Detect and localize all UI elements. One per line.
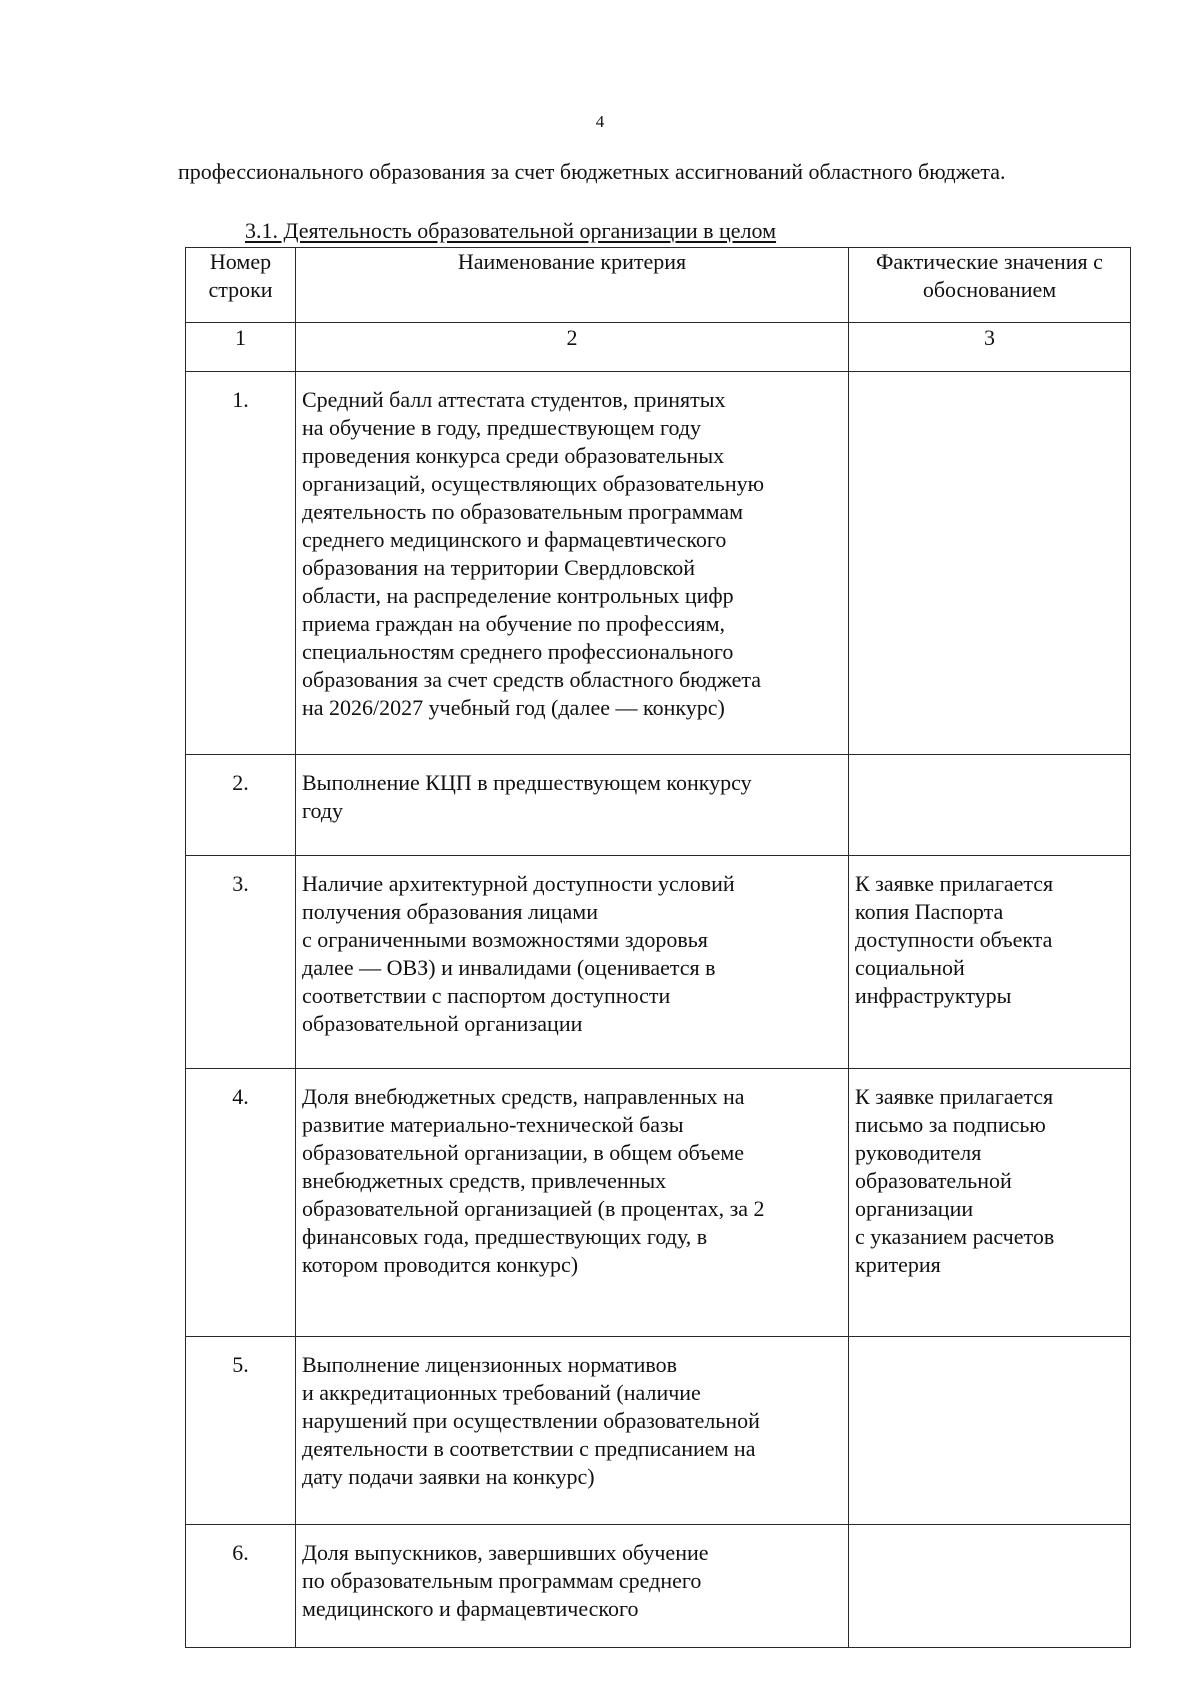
text-line: образования на территории Свердловской bbox=[302, 555, 696, 580]
text-line: приема граждан на обучение по профессиям, bbox=[302, 611, 726, 636]
text-line: Выполнение лицензионных нормативов bbox=[302, 1352, 678, 1377]
text-line: копия Паспорта bbox=[855, 899, 1004, 924]
column-number: 2 bbox=[296, 323, 849, 372]
text-line: социальной bbox=[855, 955, 965, 980]
actual-value-cell bbox=[849, 1337, 1131, 1525]
table-header-row bbox=[186, 248, 1131, 323]
text-line: году bbox=[302, 798, 344, 823]
text-line: среднего медицинского и фармацевтического bbox=[302, 527, 727, 552]
text-line: и аккредитационных требований (наличие bbox=[302, 1380, 701, 1405]
text-line: руководителя bbox=[855, 1140, 982, 1165]
text-line: дату подачи заявки на конкурс) bbox=[302, 1464, 595, 1489]
text-line: с ограниченными возможностями здоровья bbox=[302, 927, 708, 952]
table-row bbox=[186, 1525, 1131, 1648]
text-line: Доля внебюджетных средств, направленных на bbox=[302, 1084, 745, 1109]
intro-paragraph: профессионального образования за счет бюджетных ассигнований областного бюджета. bbox=[178, 159, 1006, 184]
text-line: К заявке прилагается bbox=[855, 871, 1054, 896]
actual-value-cell bbox=[849, 856, 1131, 1069]
section-title: 3.1. Деятельность образовательной организации в целом bbox=[245, 218, 777, 243]
text-line: по образовательным программам среднего bbox=[302, 1568, 702, 1593]
text-line: на 2026/2027 учебный год (далее — конкурс) bbox=[302, 695, 725, 720]
text-line: соответствии с паспортом доступности bbox=[302, 983, 671, 1008]
page-number: 4 bbox=[595, 112, 605, 131]
text-line: области, на распределение контрольных цифр bbox=[302, 583, 734, 608]
text-line: нарушений при осуществлении образовательной bbox=[302, 1408, 760, 1433]
table-row bbox=[186, 856, 1131, 1069]
text-line: образовательной организации, в общем объеме bbox=[302, 1140, 745, 1165]
text-line: специальностям среднего профессионального bbox=[302, 639, 734, 664]
actual-value-cell bbox=[849, 372, 1131, 755]
text-line: образования за счет средств областного бюджета bbox=[302, 667, 762, 692]
criterion-name bbox=[296, 755, 849, 856]
column-number: 1 bbox=[186, 323, 296, 372]
text-line: К заявке прилагается bbox=[855, 1084, 1054, 1109]
row-number: 1. bbox=[186, 372, 296, 755]
criteria-table bbox=[185, 247, 1131, 1648]
row-number: 5. bbox=[186, 1337, 296, 1525]
header-row-number: Номер строки bbox=[186, 248, 296, 323]
text-line: далее — ОВЗ) и инвалидами (оценивается в bbox=[302, 955, 716, 980]
table-row bbox=[186, 1337, 1131, 1525]
actual-value-cell bbox=[849, 1525, 1131, 1648]
table-row bbox=[186, 755, 1131, 856]
text-line: образовательной bbox=[855, 1168, 1012, 1193]
text-line: получения образования лицами bbox=[302, 899, 598, 924]
criterion-name bbox=[296, 856, 849, 1069]
actual-value-cell bbox=[849, 1069, 1131, 1337]
row-number: 2. bbox=[186, 755, 296, 856]
text-line: проведения конкурса среди образовательных bbox=[302, 443, 725, 468]
text-line: развитие материально-технической базы bbox=[302, 1112, 684, 1137]
text-line: критерия bbox=[855, 1252, 941, 1277]
header-criterion-name: Наименование критерия bbox=[296, 248, 849, 323]
text-line: Доля выпускников, завершивших обучение bbox=[302, 1540, 709, 1565]
header-actual-values: Фактические значения с обоснованием bbox=[849, 248, 1131, 323]
row-number: 4. bbox=[186, 1069, 296, 1337]
text-line: письмо за подписью bbox=[855, 1112, 1046, 1137]
actual-value-cell bbox=[849, 755, 1131, 856]
row-number: 6. bbox=[186, 1525, 296, 1648]
text-line: образовательной организации bbox=[302, 1011, 583, 1036]
text-line: Средний балл аттестата студентов, принятых bbox=[302, 387, 726, 412]
column-numbers-row bbox=[186, 323, 1131, 372]
text-line: котором проводится конкурс) bbox=[302, 1252, 579, 1277]
text-line: инфраструктуры bbox=[855, 983, 1012, 1008]
text-line: доступности объекта bbox=[855, 927, 1053, 952]
criterion-name bbox=[296, 1069, 849, 1337]
text-line: с указанием расчетов bbox=[855, 1224, 1055, 1249]
text-line: на обучение в году, предшествующем году bbox=[302, 415, 702, 440]
text-line: организации bbox=[855, 1196, 974, 1221]
criterion-name bbox=[296, 372, 849, 755]
text-line: деятельности в соответствии с предписанием на bbox=[302, 1436, 756, 1461]
criterion-name bbox=[296, 1337, 849, 1525]
text-line: организаций, осуществляющих образовательную bbox=[302, 471, 765, 496]
text-line: внебюджетных средств, привлеченных bbox=[302, 1168, 667, 1193]
table-row bbox=[186, 372, 1131, 755]
column-number: 3 bbox=[849, 323, 1131, 372]
text-line: медицинского и фармацевтического bbox=[302, 1596, 639, 1621]
text-line: Наличие архитектурной доступности условий bbox=[302, 871, 735, 896]
row-number: 3. bbox=[186, 856, 296, 1069]
text-line: Выполнение КЦП в предшествующем конкурсу bbox=[302, 770, 752, 795]
text-line: финансовых года, предшествующих году, в bbox=[302, 1224, 708, 1249]
text-line: деятельность по образовательным программам bbox=[302, 499, 744, 524]
table-row bbox=[186, 1069, 1131, 1337]
text-line: образовательной организацией (в процентах, за 2 bbox=[302, 1196, 765, 1221]
criterion-name bbox=[296, 1525, 849, 1648]
